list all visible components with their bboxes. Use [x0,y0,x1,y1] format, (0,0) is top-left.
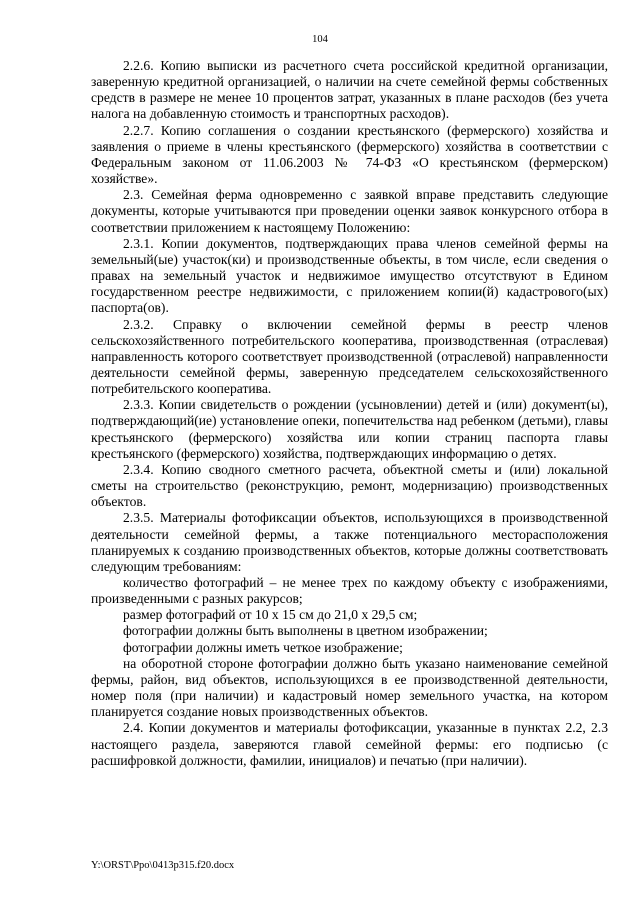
document-body [91,58,608,769]
paragraph-2-3: 2.3. Семейная ферма одновременно с заявкой вправе представить следующие документы, которые учитываются при проведении оценки заявок конкурсного отбора в соответствии приложением к настоящему Положению: [91,187,608,235]
paragraph-2-3-3: 2.3.3. Копии свидетельств о рождении (усыновлении) детей и (или) документ(ы), подтверждающий(ие) установление опеки, попечительства над ребенком (детьми), главы крестьянского (фермерского) хозяйства или копии страниц паспорта главы крестьянского (фермерского) хозяйства, подтверждающих информацию о детях. [91,397,608,461]
paragraph-2-3-2: 2.3.2. Справку о включении семейной фермы в реестр членов сельскохозяйственного потребительского кооператива, производственная (отраслевая) направленность которого соответствует производственной (отраслевой) направленности деятельности семейной фермы, заверенную председателем сельскохозяйственного потребительского кооператива. [91,316,608,397]
paragraph-2-4: 2.4. Копии документов и материалы фотофиксации, указанные в пунктах 2.2, 2.3 настоящего раздела, заверяются главой семейной фермы: его подписью (с расшифровкой должности, фамилии, инициалов) и печатью (при наличии). [91,720,608,768]
paragraph-2-3-5: 2.3.5. Материалы фотофиксации объектов, использующихся в производственной деятельности семейной фермы, а также потенциального месторасположения планируемых к созданию производственных объектов, которые должны соответствовать следующим требованиям: [91,510,608,574]
footer-file-path: Y:\ORST\Ppo\0413p315.f20.docx [91,860,235,871]
requirement-photo-color: фотографии должны быть выполнены в цветном изображении; [123,623,488,639]
paragraph-2-2-7: 2.2.7. Копию соглашения о создании крестьянского (фермерского) хозяйства и заявления о приеме в члены крестьянского (фермерского) хозяйства в соответствии с Федеральным законом от 11.06.2003 № 74-ФЗ «О крестьянском (фермерском) хозяйстве». [91,122,608,187]
paragraph-2-3-1: 2.3.1. Копии документов, подтверждающих права членов семейной фермы на земельный(ые) участок(ки) и производственные объекты, в том числе, если сведения о правах на земельный участок и недвижимое имущество отсутствуют в Едином государственном реестре недвижимости, с приложением копии(й) кадастрового(ых) паспорта(ов). [91,235,608,316]
paragraph-2-3-4: 2.3.4. Копию сводного сметного расчета, объектной сметы и (или) локальной сметы на строительство (реконструкцию, ремонт, модернизацию) производственных объектов. [91,461,608,510]
requirement-photo-size: размер фотографий от 10 x 15 см до 21,0 x 29,5 см; [123,607,418,623]
requirement-photo-sharpness: фотографии должны иметь четкое изображение; [123,639,403,655]
requirement-photo-reverse-side: на оборотной стороне фотографии должно быть указано наименование семейной фермы, район, вид объектов, использующихся в ее производственной деятельности, номер поля (при наличии) и кадастровый номер земельного участка, на котором планируется создание новых производственных объектов. [91,655,608,720]
paragraph-2-2-6: 2.2.6. Копию выписки из расчетного счета российской кредитной организации, заверенную кредитной организацией, о наличии на счете семейной фермы собственных средств в размере не менее 10 процентов затрат, указанных в плане расходов (без учета налога на добавленную стоимость и транспортных расходов). [91,58,608,122]
requirement-photo-count: количество фотографий – не менее трех по каждому объекту с изображениями, произведенными с разных ракурсов; [91,575,608,607]
page-number: 104 [312,34,328,45]
